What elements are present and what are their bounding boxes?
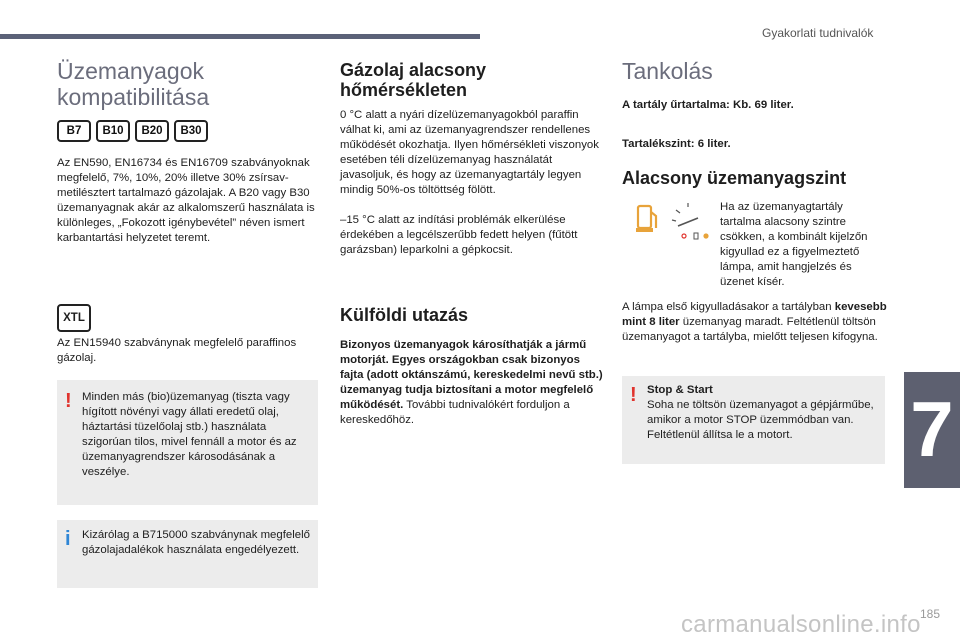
watermark: carmanualsonline.info: [681, 611, 921, 638]
low-fuel-paragraph: [622, 300, 887, 345]
fuel-badge-b7: B7: [57, 120, 91, 142]
compatibility-paragraph: Az EN590, EN16734 és EN16709 szabványoknak megfelelő, 7%, 10%, 20% illetve 30% zsírsav-metilésztert tartalmazó gázolajak. A B20 vagy B30 üzemanyagnak akár az alkalomszerű használata is különleges, „Fokozott igénybevétel” néven ismert karbantartási helyzetet teremt.: [57, 157, 315, 244]
title-fuel-compatibility: [57, 58, 209, 110]
stop-start-text: [647, 383, 877, 443]
warning-box: [57, 380, 318, 505]
fuel-badge-xtl: XTL: [57, 304, 91, 332]
fuel-badge-b20: B20: [135, 120, 169, 142]
page-number: 185: [919, 607, 940, 621]
stop-start-body: Soha ne töltsön üzemanyagot a gépjárműbe, amikor a motor STOP üzemmódban van. Feltétlenül állítsa le a motort.: [647, 399, 874, 441]
travel-abroad-text: [340, 338, 606, 428]
reserve-level: Tartalékszint: 6 liter.: [622, 138, 731, 150]
text-span: üzemanyag maradt. Feltétlenül töltsön üzemanyagot a tartályba, mielőtt teljesen kifogyna.: [622, 316, 878, 343]
stop-start-title: Stop & Start: [647, 384, 713, 396]
chapter-number: 7: [910, 385, 954, 473]
warning-text: Minden más (bio)üzemanyag (tiszta vagy hígított növényi vagy állati eredetű olaj, háztartási tüzelőolaj stb.) használata szigorúan tilos, mivel fennáll a motor és az üzemanyagrendszer károsodásának a veszélye.: [82, 391, 297, 478]
warning-icon: !: [65, 390, 72, 412]
title-low-temperature-diesel: [340, 60, 486, 100]
info-text: Kizárólag a B715000 szabványnak megfelelő gázolajadalékok használata engedélyezett.: [82, 529, 310, 556]
title-refuelling: Tankolás: [622, 58, 713, 84]
fuel-badge-b30: B30: [174, 120, 208, 142]
info-icon: i: [65, 528, 71, 550]
chapter-tab[interactable]: [904, 372, 960, 488]
low-fuel-illustration: [622, 200, 714, 252]
info-box: [57, 520, 318, 588]
title-line: kompatibilitása: [57, 84, 210, 110]
fuel-pump-icon: [622, 200, 714, 252]
xtl-paragraph: Az EN15940 szabványnak megfelelő paraffinos gázolaj.: [57, 337, 297, 364]
text-span-bold: kevesebb mint 8 liter: [622, 301, 887, 328]
low-temp-parking-paragraph: –15 °C alatt az indítási problémák elkerülése érdekében a legcélszerűbb fedett helyen (fűtött garázsban) leparkolni a gépkocsit.: [340, 214, 578, 256]
fuel-gauge-icon: [672, 203, 709, 239]
travel-abroad-bold: Bizonyos üzemanyagok károsíthatják a jármű motorját. Egyes országokban csak bizonyos fajta (adott oktánszámú, kereskedelmi nevű stb.) üzemanyag tudja biztosítani a motor megfelelő működését.: [340, 339, 603, 411]
title-travel-abroad: Külföldi utazás: [340, 305, 469, 325]
title-low-fuel-level: Alacsony üzemanyagszint: [622, 168, 847, 188]
text-span: A lámpa első kigyulladásakor a tartályban: [622, 301, 835, 313]
travel-abroad-normal: További tudnivalókért forduljon a kereskedőhöz.: [340, 399, 570, 426]
stop-start-warning-box: [622, 376, 885, 464]
low-fuel-warning-text: Ha az üzemanyagtartály tartalma alacsony szintre csökken, a kombinált kijelzőn kigyullad ez a figyelmeztető lámpa, amit hangjelzés és üzenet kísér.: [720, 201, 868, 288]
tank-capacity: A tartály űrtartalma: Kb. 69 liter.: [622, 99, 794, 111]
title-line: Gázolaj alacsony: [340, 60, 487, 80]
title-line: Üzemanyagok: [57, 58, 205, 84]
title-line: hőmérsékleten: [340, 80, 468, 100]
low-temp-paragraph: 0 °C alatt a nyári dízelüzemanyagokból paraffin válhat ki, ami az üzemanyagrendszer rendellenes működését okozhatja. Ilyen hőmérsékleti viszonyok esetében téli dízelüzemanyag használatát javasoljuk, és hogy az üzemanyagtartály legyen mindig 50%-os töltöttség fölött.: [340, 109, 599, 196]
warning-icon: !: [630, 384, 637, 406]
fuel-badge-b10: B10: [96, 120, 130, 142]
header-accent-bar: [0, 34, 480, 39]
section-label: Gyakorlati tudnivalók: [762, 26, 874, 40]
